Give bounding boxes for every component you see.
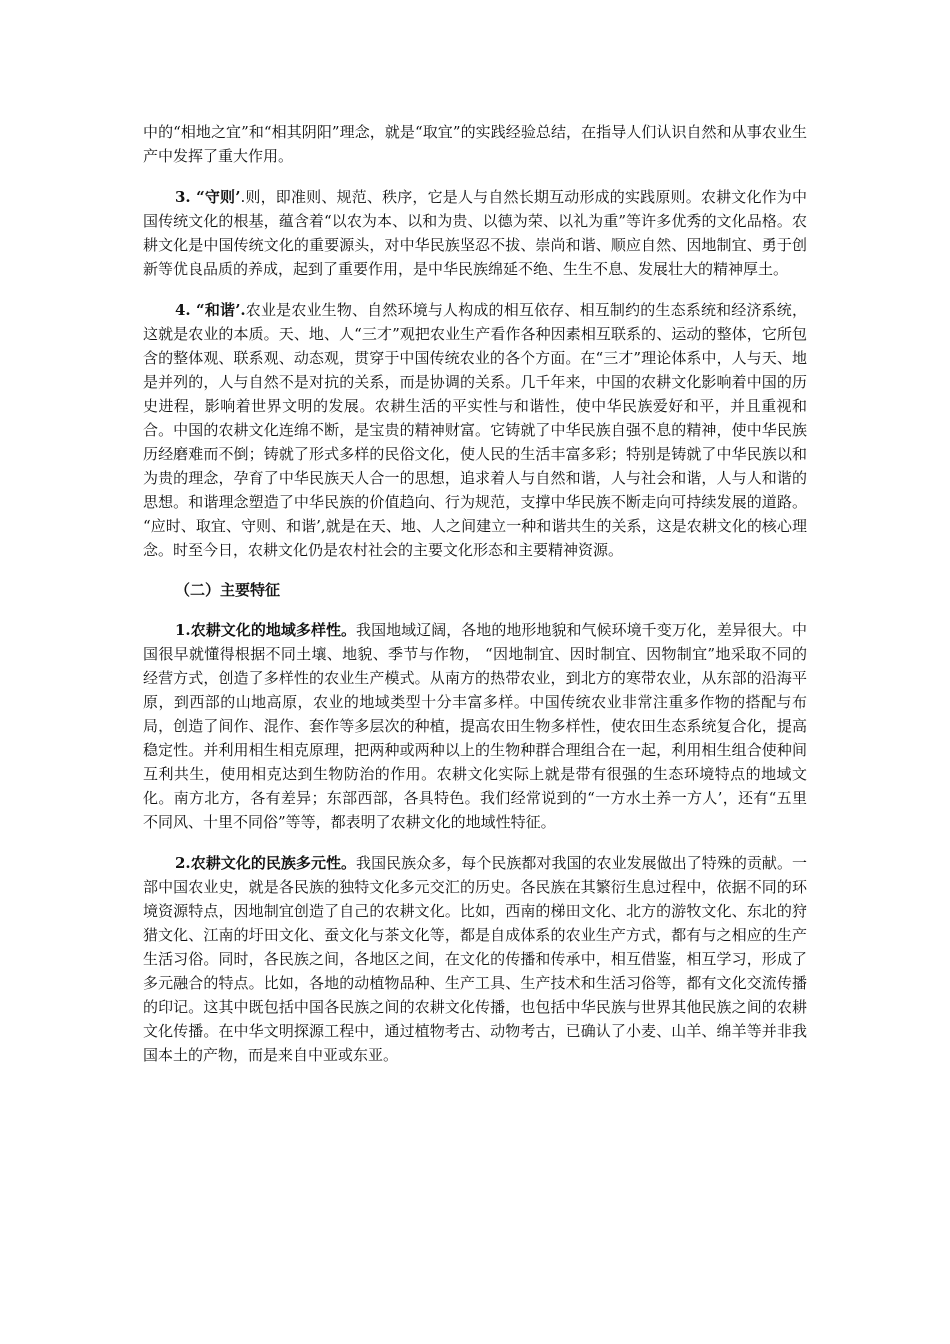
paragraph-body: 我国地域辽阔，各地的地形地貌和气候环境千变万化，差异很大。中国很早就懂得根据不同土壤、地貌、季节与作物， “因地制宜、因时制宜、因物制宜”地采取不同的经营方式，创造了多样性的农业生产模式。从南方的热带农业，到北方的寒带农业，从东部的沿海平原，到西部的山地高原，农业的地域类型十分丰富多样。中国传统农业非常注重多作物的搭配与布局，创造了间作、混作、套作等多层次的种植，提高农田生物多样性，使农田生态系统复合化，提高稳定性。并利用相生相克原理，把两种或两种以上的生物种群合理组合在一起，利用相生组合使种间互利共生，使用相克达到生物防治的作用。农耕文化实际上就是带有很强的生态环境特点的地域文化。南方北方，各有差异；东部西部，各具特色。我们经常说到的“一方水土养一方人’，还有“五里不同风、十里不同俗”等等，都表明了农耕文化的地域性特征。 <box>143 621 807 831</box>
paragraph-lead: 4. “和谐’. <box>175 301 246 319</box>
paragraph-feature-regional <box>143 618 807 834</box>
paragraph-body: .则，即准则、规范、秩序，它是人与自然长期互动形成的实践原则。农耕文化作为中国传统文化的根基，蕴含着“以农为本、以和为贵、以德为荣、以礼为重”等许多优秀的文化品格。农耕文化是中国传统文化的重要源头，对中华民族坚忍不拔、崇尚和谐、顺应自然、因地制宜、勇于创新等优良品质的养成，起到了重要作用，是中华民族绵延不绝、生生不息、发展壮大的精神厚土。 <box>143 188 807 278</box>
paragraph-lead: 1.农耕文化的地域多样性。 <box>175 621 357 639</box>
paragraph-lead: 3. “守则’ <box>175 188 241 206</box>
paragraph-feature-ethnic <box>143 851 807 1067</box>
paragraph-body: 农业是农业生物、自然环境与人构成的相互依存、相互制约的生态系统和经济系统，这就是农业的本质。天、地、人“三才”观把农业生产看作各种因素相互联系的、运动的整体，它所包含的整体观、联系观、动态观，贯穿于中国传统农业的各个方面。在“三才”理论体系中，人与天、地是并列的，人与自然不是对抗的关系，而是协调的关系。几千年来，中国的农耕文化影响着中国的历史进程，影响着世界文明的发展。农耕生活的平实性与和谐性，使中华民族爱好和平，并且重视和合。中国的农耕文化连绵不断，是宝贵的精神财富。它铸就了中华民族自强不息的精神，使中华民族历经磨难而不倒；铸就了形式多样的民俗文化，使人民的生活丰富多彩；特别是铸就了中华民族以和为贵的理念，孕育了中华民族天人合一的思想，追求着人与自然和谐，人与社会和谐，人与人和谐的思想。和谐理念塑造了中华民族的价值趋向、行为规范，支撑中华民族不断走向可持续发展的道路。 “应时、取宜、守则、和谐’,就是在天、地、人之间建立一种和谐共生的关系，这是农耕文化的核心理念。时至今日，农耕文化仍是农村社会的主要文化形态和主要精神资源。 <box>143 301 807 559</box>
paragraph-shouze <box>143 185 807 281</box>
paragraph-hexie <box>143 298 807 562</box>
paragraph-intro: 中的“相地之宜”和“相其阴阳”理念，就是“取宜”的实践经验总结，在指导人们认识自然和从事农业生产中发挥了重大作用。 <box>143 123 807 165</box>
section-heading: （二）主要特征 <box>175 581 281 599</box>
paragraph-body: 我国民族众多，每个民族都对我国的农业发展做出了特殊的贡献。一部中国农业史，就是各民族的独特文化多元交汇的历史。各民族在其繁衍生息过程中，依据不同的环境资源特点，因地制宜创造了自己的农耕文化。比如，西南的梯田文化、北方的游牧文化、东北的狩猎文化、江南的圩田文化、蚕文化与茶文化等，都是自成体系的农业生产方式，都有与之相应的生产生活习俗。同时，各民族之间，各地区之间，在文化的传播和传承中，相互借鉴，相互学习，形成了多元融合的特点。比如，各地的动植物品种、生产工具、生产技术和生活习俗等，都有文化交流传播的印记。这其中既包括中国各民族之间的农耕文化传播，也包括中华民族与世界其他民族之间的农耕文化传播。在中华文明探源工程中，通过植物考古、动物考古，已确认了小麦、山羊、绵羊等并非我国本土的产物，而是来自中亚或东亚。 <box>143 854 807 1064</box>
paragraph-lead: 2.农耕文化的民族多元性。 <box>175 854 357 872</box>
